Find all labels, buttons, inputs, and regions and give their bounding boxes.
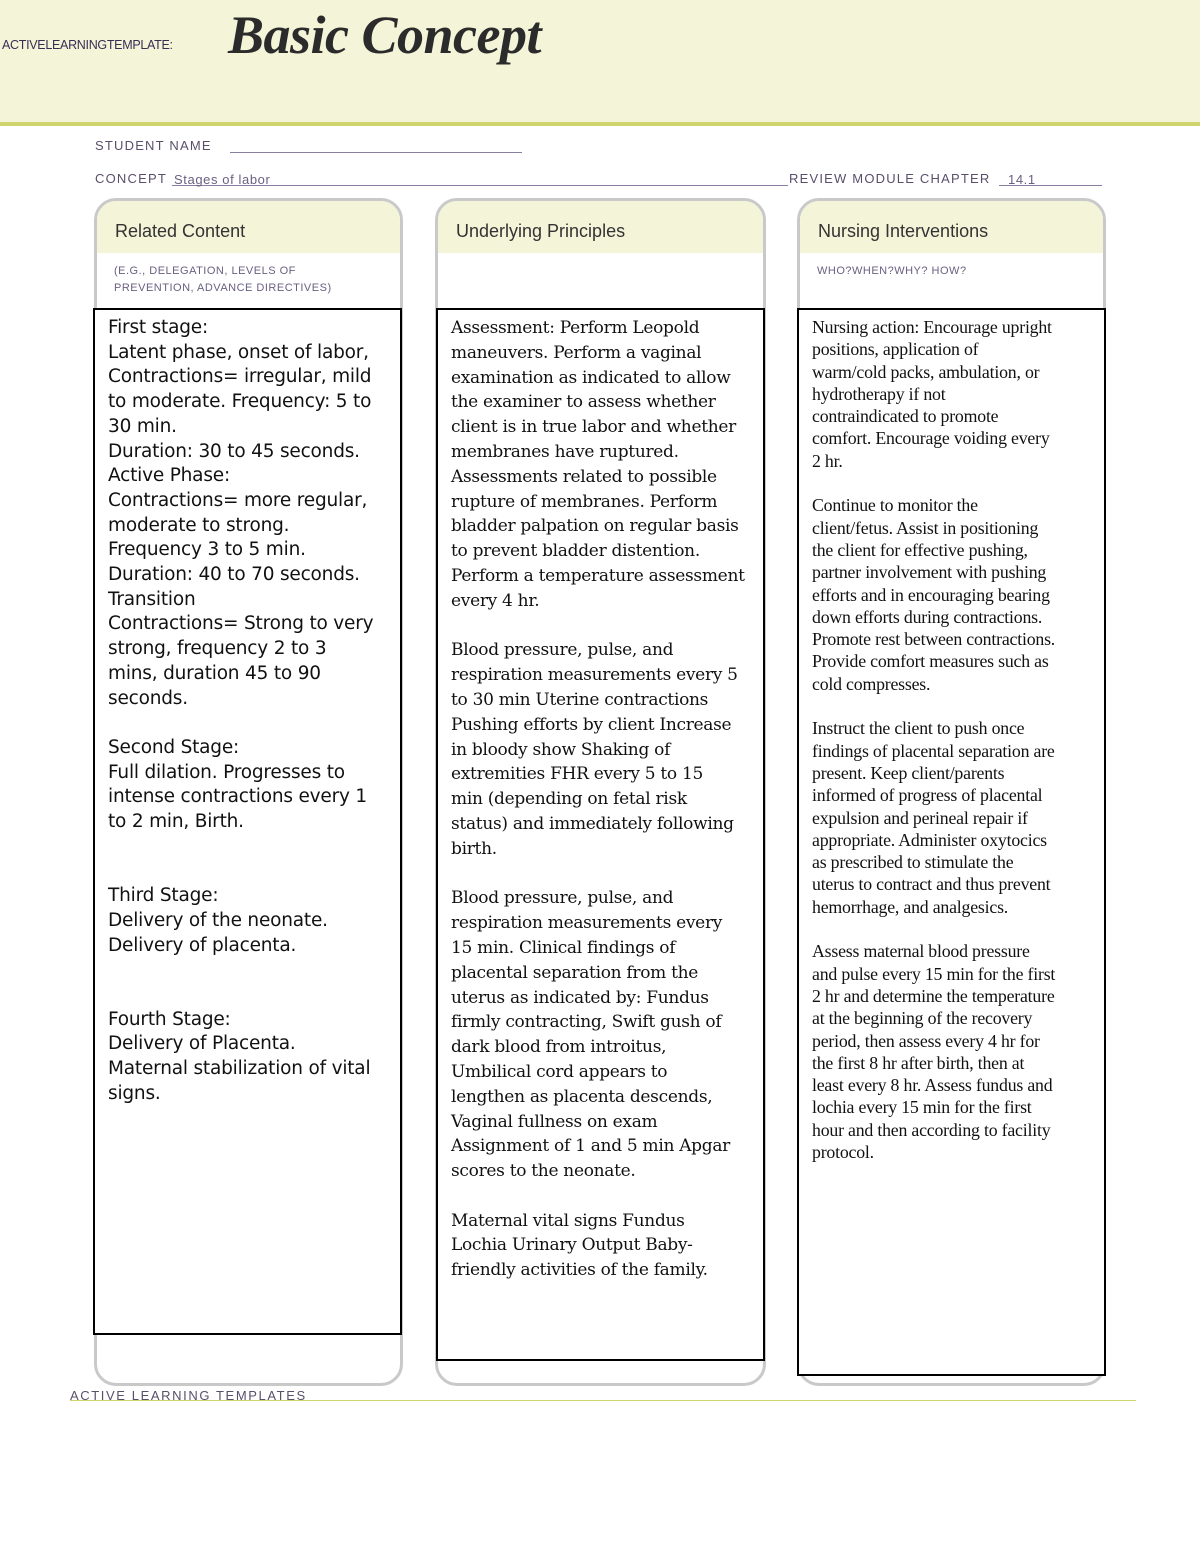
concept-field[interactable]: Stages of labor <box>174 172 271 187</box>
header-band <box>0 0 1200 126</box>
underlying-principles-body: Assessment: Perform Leopold maneuvers. Perform a vaginal examination as indicated to allow the examiner to assess whether client is in true labor and whether membranes have ruptured. Assessments related to possible rupture of membranes. Perform bladder palpation on regular basis to prevent bladder distention. Perform a temperature assessment every 4 hr. Blood pressure, pulse, and respiration measurements every 5 to 30 min Uterine contractions Pushing efforts by client Increase in bloody show Shaking of extremities FHR every 5 to 15 min (depending on fetal risk status) and immediately following birth. Blood pressure, pulse, and respiration measurements every 15 min. Clinical findings of placental separation from the uterus as indicated by: Fundus firmly contracting, Swift gush of dark blood from introitus, Umbilical cord appears to lengthen as placenta descends, Vaginal fullness on exam Assignment of 1 and 5 min Apgar scores to the neonate. Maternal vital signs Fundus Lochia Urinary Output Baby- friendly activities of the family. <box>451 318 745 1281</box>
chapter-field[interactable]: 14.1 <box>1008 172 1036 187</box>
student-name-label: STUDENT NAME <box>95 138 212 153</box>
nursing-interventions-heading: Nursing Interventions <box>800 201 1103 253</box>
footer-line <box>70 1400 1136 1401</box>
related-content-subheading: (E.G., DELEGATION, LEVELS OF PREVENTION, ADVANCE DIRECTIVES) <box>114 265 332 294</box>
footer-label: ACTIVE LEARNING TEMPLATES <box>70 1388 307 1403</box>
concept-label: CONCEPT <box>95 171 167 186</box>
nursing-interventions-body: Nursing action: Encourage upright positions, application of warm/cold packs, ambulation, or hydrotherapy if not contraindicated to promote comfort. Encourage voiding every 2 hr. Continue to monitor the client/fetus. Assist in positioning the client for effective pushing, partner involvement with pushing efforts and in encouraging bearing down efforts during contractions. Promote rest between contractions. Provide comfort measures such as cold compresses. Instruct the client to push once findings of placental separation are present. Keep client/parents informed of progress of placental expulsion and perineal repair if appropriate. Administer oxytocics as prescribed to stimulate the uterus to contract and thus prevent hemorrhage, and analgesics. Assess maternal blood pressure and pulse every 15 min for the first 2 hr and determine the temperature at the beginning of the recovery period, then assess every 4 hr for the first 8 hr after birth, then at least every 8 hr. Assess fundus and lochia every 15 min for the first hour and then according to facility protocol. <box>812 317 1056 1162</box>
nursing-interventions-subheading: WHO?WHEN?WHY? HOW? <box>817 265 967 277</box>
related-content-heading: Related Content <box>97 201 400 253</box>
page-title: Basic Concept <box>228 5 541 65</box>
related-content-body: First stage: Latent phase, onset of labor, Contractions= irregular, mild to moderate. Frequency: 5 to 30 min. Duration: 30 to 45 seconds. Active Phase: Contractions= more regular, moderate to strong. Frequency 3 to 5 min. Duration: 40 to 70 seconds. Transition Contractions= Strong to very strong, frequency 2 to 3 mins, duration 45 to 90 seconds. Second Stage: Full dilation. Progresses to intense contractions every 1 to 2 min, Birth. Third Stage: Delivery of the neonate. Delivery of placenta. Fourth Stage: Delivery of Placenta. Maternal stabilization of vital signs. <box>108 317 374 1104</box>
template-label: ACTIVELEARNINGTEMPLATE: <box>2 38 173 52</box>
underlying-principles-heading: Underlying Principles <box>438 201 763 253</box>
chapter-label: REVIEW MODULE CHAPTER <box>789 171 991 186</box>
student-name-line <box>230 152 522 153</box>
